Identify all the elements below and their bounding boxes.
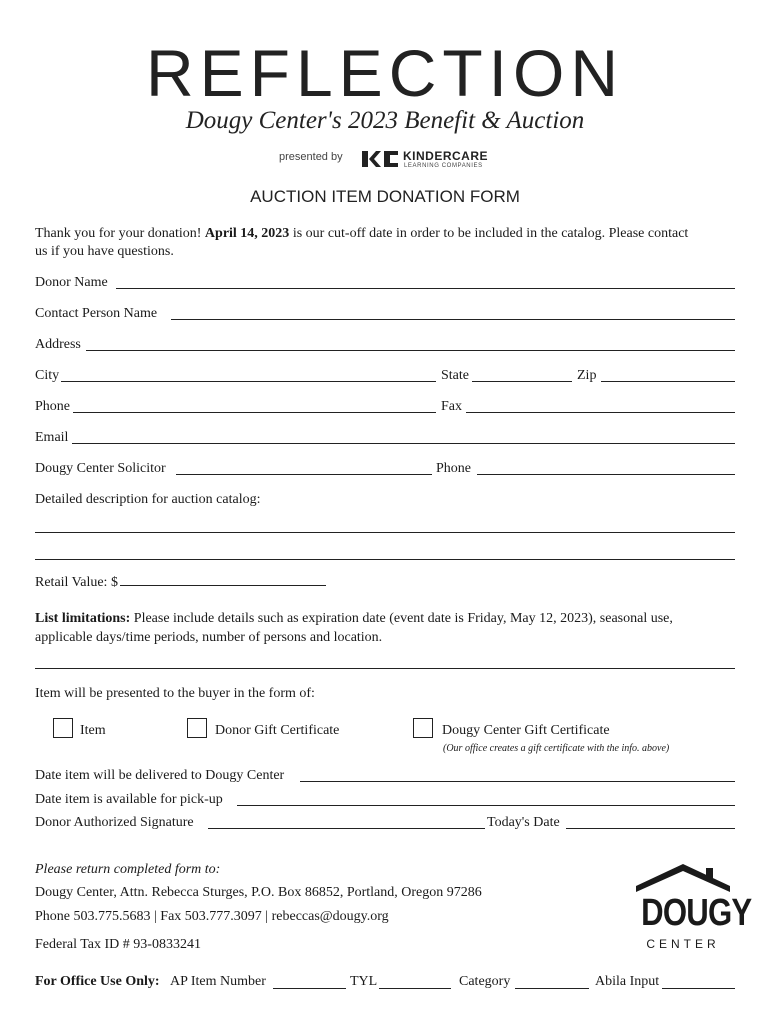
donor-name-field[interactable] — [116, 288, 735, 289]
retail-value-field[interactable] — [120, 585, 326, 586]
intro-text: Thank you for your donation! April 14, 2023 is our cut-off date in order to be included in the catalog. Please contact — [35, 226, 689, 241]
dougy-roof-icon — [634, 860, 732, 894]
state-label: State — [441, 368, 469, 383]
return-contact: Phone 503.775.5683 | Fax 503.777.3097 | rebeccas@dougy.org — [35, 909, 389, 924]
address-field[interactable] — [86, 350, 735, 351]
phone-field[interactable] — [73, 412, 436, 413]
solicitor-phone-field[interactable] — [477, 474, 735, 475]
sponsor-name: KINDERCARE — [403, 149, 489, 163]
state-field[interactable] — [472, 381, 572, 382]
donor-gift-certificate-checkbox[interactable] — [187, 718, 207, 738]
zip-label: Zip — [577, 368, 597, 383]
contact-person-label: Contact Person Name — [35, 306, 158, 321]
limitations-label: List limitations: — [35, 611, 131, 626]
delivery-date-field[interactable] — [300, 781, 735, 782]
item-option-label: Item — [80, 723, 106, 738]
intro-text-line2: us if you have questions. — [35, 244, 174, 259]
pickup-date-label: Date item is available for pick-up — [35, 792, 223, 807]
city-label: City — [35, 368, 60, 383]
item-checkbox[interactable] — [53, 718, 73, 738]
tyl-field[interactable] — [379, 988, 451, 989]
abila-field[interactable] — [662, 988, 735, 989]
description-line-2[interactable] — [35, 559, 735, 560]
pickup-date-field[interactable] — [237, 805, 735, 806]
retail-value-label: Retail Value: $ — [35, 575, 118, 590]
sponsor-tagline: LEARNING COMPANIES — [404, 163, 483, 169]
phone-label: Phone — [35, 399, 70, 414]
intro-date: April 14, 2023 — [204, 226, 290, 241]
dougy-logo-word: DOUGY — [641, 892, 752, 934]
dougy-logo-center: CENTER — [646, 937, 720, 951]
category-label: Category — [459, 974, 511, 989]
event-subtitle: Dougy Center's 2023 Benefit & Auction — [185, 107, 585, 134]
signature-label: Donor Authorized Signature — [35, 815, 194, 830]
dougy-gift-certificate-label: Dougy Center Gift Certificate — [442, 723, 610, 738]
city-field[interactable] — [61, 381, 436, 382]
form-title: AUCTION ITEM DONATION FORM — [250, 187, 520, 206]
description-line-1[interactable] — [35, 532, 735, 533]
signature-field[interactable] — [208, 828, 485, 829]
return-address: Dougy Center, Attn. Rebecca Sturges, P.O. Box 86852, Portland, Oregon 97286 — [35, 885, 482, 900]
fax-label: Fax — [441, 399, 462, 414]
ap-item-label: AP Item Number — [170, 974, 266, 989]
presented-form-label: Item will be presented to the buyer in the form of: — [35, 686, 315, 701]
solicitor-field[interactable] — [176, 474, 432, 475]
presented-by-label: presented by — [279, 151, 343, 163]
donor-name-label: Donor Name — [35, 275, 108, 290]
brand-title: REFLECTION — [145, 36, 625, 110]
dougy-gift-certificate-note: (Our office creates a gift certificate with the info. above) — [443, 743, 670, 754]
zip-field[interactable] — [601, 381, 735, 382]
email-label: Email — [35, 430, 69, 445]
todays-date-label: Today's Date — [487, 815, 560, 830]
solicitor-label: Dougy Center Solicitor — [35, 461, 166, 476]
donor-gift-certificate-label: Donor Gift Certificate — [215, 723, 340, 738]
description-label: Detailed description for auction catalog: — [35, 492, 261, 507]
fax-field[interactable] — [466, 412, 735, 413]
abila-label: Abila Input — [595, 974, 660, 989]
limitations-field[interactable] — [35, 668, 735, 669]
delivery-date-label: Date item will be delivered to Dougy Center — [35, 768, 285, 783]
email-field[interactable] — [72, 443, 735, 444]
office-use-label: For Office Use Only: — [35, 974, 160, 989]
limitations-text-line2: applicable days/time periods, number of persons and location. — [35, 630, 383, 645]
return-heading: Please return completed form to: — [35, 862, 221, 877]
ap-item-field[interactable] — [273, 988, 346, 989]
contact-person-field[interactable] — [171, 319, 735, 320]
limitations-text: List limitations: Please include details such as expiration date (event date is Friday, May 12, 2023), seasonal use, — [35, 611, 673, 626]
todays-date-field[interactable] — [566, 828, 735, 829]
kindercare-logo-icon — [360, 149, 400, 169]
tax-id: Federal Tax ID # 93-0833241 — [35, 937, 201, 952]
address-label: Address — [35, 337, 81, 352]
dougy-gift-certificate-checkbox[interactable] — [413, 718, 433, 738]
tyl-label: TYL — [350, 974, 378, 989]
category-field[interactable] — [515, 988, 589, 989]
solicitor-phone-label: Phone — [436, 461, 471, 476]
